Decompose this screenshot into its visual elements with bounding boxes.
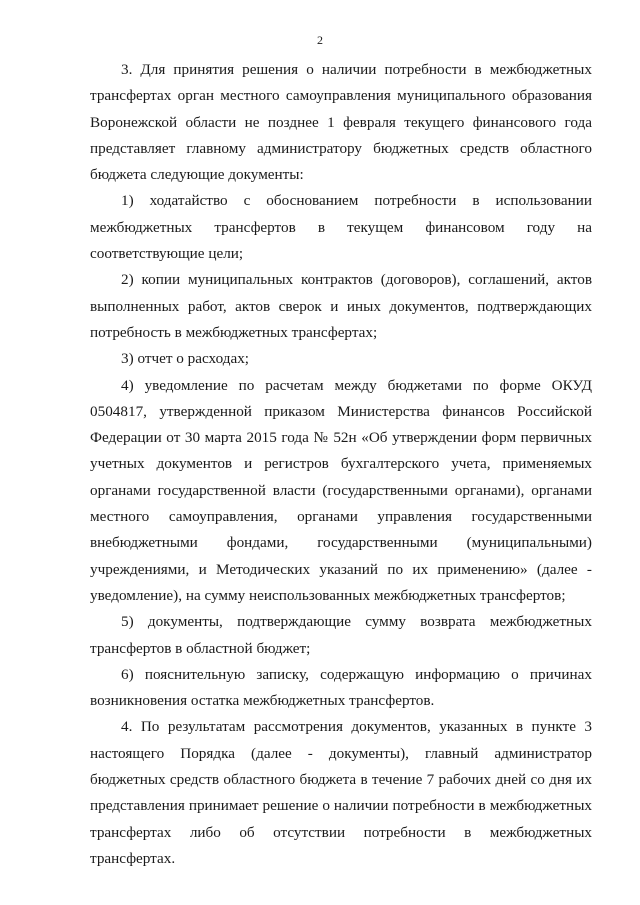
- paragraph-subitem-3: 3) отчет о расходах;: [121, 350, 250, 368]
- paragraph-item-3: 3. Для принятия решения о наличии потребности в межбюджетных трансфертах орган местного самоуправления муниципального образования Воронежской области не позднее 1 февраля текущего финансового года представляет главному администратору бюджетных средств областного бюджета следующие документы:: [90, 61, 592, 184]
- paragraph-subitem-5: 5) документы, подтверждающие сумму возврата межбюджетных трансфертов в областной бюджет;: [90, 613, 592, 657]
- paragraph-subitem-1: 1) ходатайство с обоснованием потребности в использовании межбюджетных трансфертов в текущем финансовом году на соответствующие цели;: [90, 192, 592, 263]
- paragraph-subitem-4: 4) уведомление по расчетам между бюджетами по форме ОКУД 0504817, утвержденной приказом Министерства финансов Российской Федерации от 30 марта 2015 года № 52н «Об утверждении форм первичных учетных документов и регистров бухгалтерского учета, применяемых органами государственной власти (государственными органами), органами местного самоуправления, органами управления государственными внебюджетными фондами, государственными (муниципальными) учреждениями, и Методических указаний по их применению» (далее - уведомление), на сумму неиспользованных межбюджетных трансфертов;: [90, 376, 592, 604]
- page-number: 2: [317, 33, 323, 47]
- paragraph-item-4: 4. По результатам рассмотрения документов, указанных в пункте 3 настоящего Порядка (далее - документы), главный администратор бюджетных средств областного бюджета в течение 7 рабочих дней со дня их представления принимает решение о наличии потребности в межбюджетных трансфертах либо об отсутствии потребности в межбюджетных трансфертах.: [90, 718, 592, 867]
- paragraph-subitem-6: 6) пояснительную записку, содержащую информацию о причинах возникновения остатка межбюджетных трансфертов.: [90, 665, 592, 710]
- paragraph-subitem-2: 2) копии муниципальных контрактов (договоров), соглашений, актов выполненных работ, актов сверок и иных документов, подтверждающих потребность в межбюджетных трансфертах;: [90, 271, 592, 341]
- document-body: [90, 57, 592, 872]
